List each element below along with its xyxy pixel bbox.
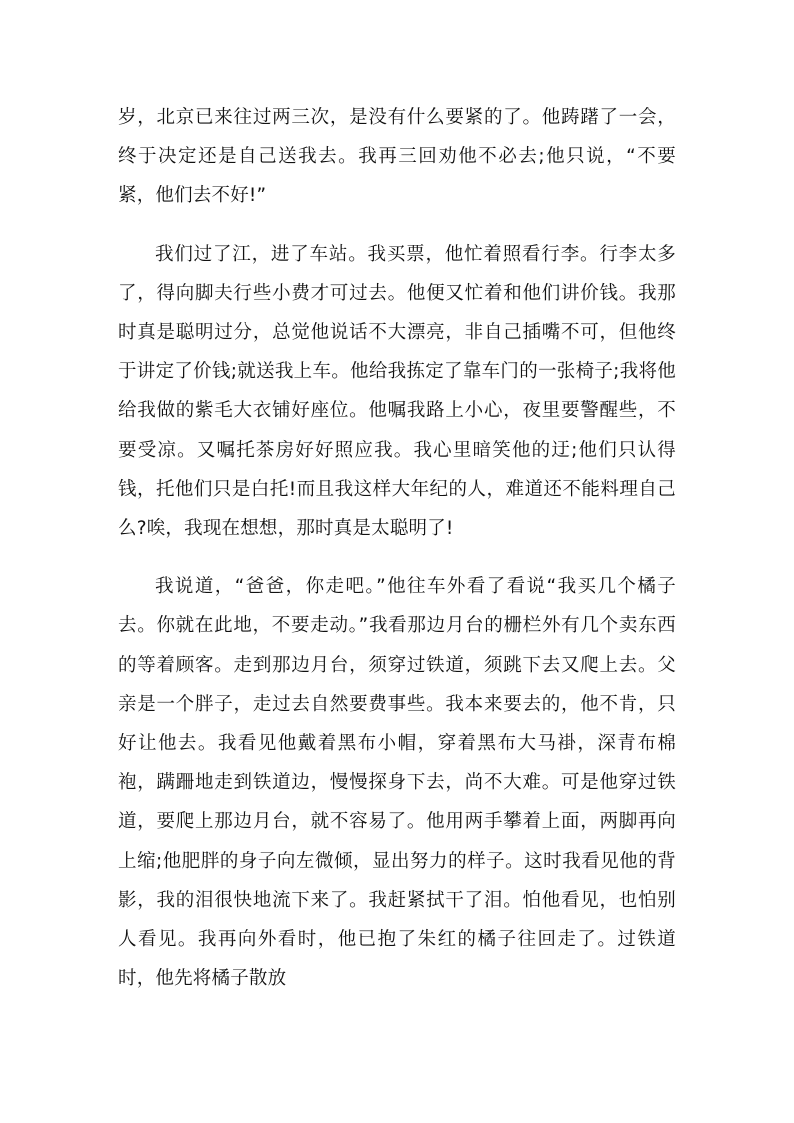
paragraph-oranges: 我说道，“爸爸，你走吧。”他往车外看了看说“我买几个橘子去。你就在此地，不要走动。”我看那边月台的栅栏外有几个卖东西的等着顾客。走到那边月台，须穿过铁道，须跳下去又爬上去。父亲是一个胖子，走过去自然要费事些。我本来要去的，他不肯，只好让他去。我看见他戴着黑布小帽，穿着黑布大马褂，深青布棉袍，蹒跚地走到铁道边，慢慢探身下去，尚不大难。可是他穿过铁道，要爬上那边月台，就不容易了。他用两手攀着上面，两脚再向上缩;他肥胖的身子向左微倾，显出努力的样子。这时我看见他的背影，我的泪很快地流下来了。我赶紧拭干了泪。怕他看见，也怕别人看见。我再向外看时，他已抱了朱红的橘子往回走了。过铁道时，他先将橘子散放 [118, 576, 676, 990]
body-text [118, 98, 676, 998]
paragraph-continued: 岁，北京已来往过两三次，是没有什么要紧的了。他踌躇了一会，终于决定还是自己送我去。我再三回劝他不必去;他只说，“不要紧，他们去不好!” [118, 107, 676, 207]
paragraph-train-station: 我们过了江，进了车站。我买票，他忙着照看行李。行李太多了，得向脚夫行些小费才可过去。他便又忙着和他们讲价钱。我那时真是聪明过分，总觉他说话不大漂亮，非自己插嘴不可，但他终于讲定了价钱;就送我上车。他给我拣定了靠车门的一张椅子;我将他给我做的紫毛大衣铺好座位。他嘱我路上小心，夜里要警醒些，不要受凉。又嘱托茶房好好照应我。我心里暗笑他的迂;他们只认得钱，托他们只是白托!而且我这样大年纪的人，难道还不能料理自己么?唉，我现在想想，那时真是太聪明了! [118, 243, 676, 540]
